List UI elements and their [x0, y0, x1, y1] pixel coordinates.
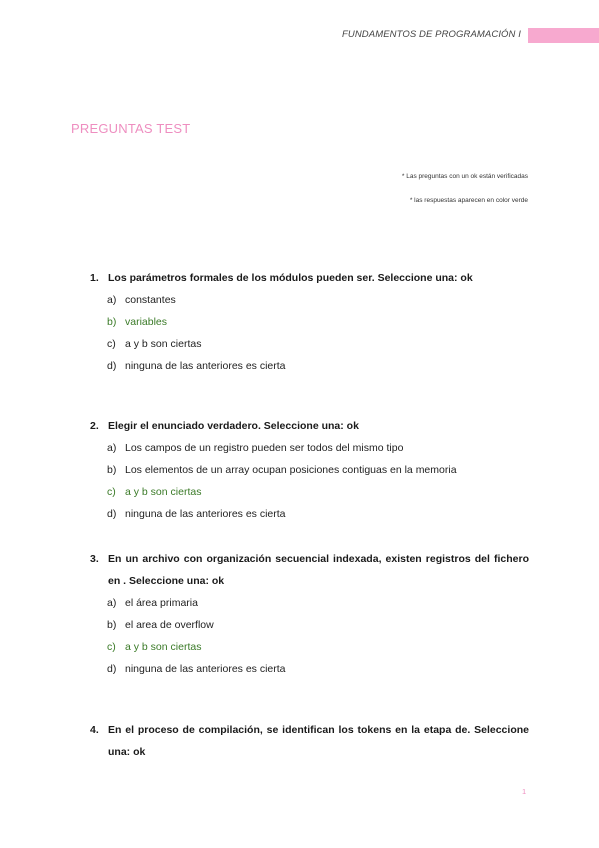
option-letter: c)	[107, 641, 116, 653]
option-1a	[107, 294, 176, 306]
option-text: ninguna de las anteriores es cierta	[125, 508, 286, 520]
question-number: 3.	[90, 553, 99, 565]
page-number: 1	[522, 787, 527, 796]
option-1b-correct	[107, 316, 167, 328]
question-4	[90, 719, 529, 763]
header-title: FUNDAMENTOS DE PROGRAMACIÓN I	[341, 29, 521, 40]
option-text: ninguna de las anteriores es cierta	[125, 663, 286, 675]
option-3c-correct	[107, 641, 201, 653]
question-text: En el proceso de compilación, se identifican los tokens en la etapa de. Seleccione una: ok	[108, 724, 529, 758]
option-letter: a)	[107, 442, 117, 454]
option-letter: c)	[107, 486, 116, 498]
option-letter: d)	[107, 663, 117, 675]
option-text: a y b son ciertas	[125, 486, 202, 498]
option-letter: d)	[107, 360, 117, 372]
header-accent-bar	[528, 28, 599, 43]
question-number: 1.	[90, 272, 99, 284]
question-text: Los parámetros formales de los módulos pueden ser. Seleccione una: ok	[108, 272, 473, 284]
option-3a	[107, 597, 198, 609]
question-2	[90, 415, 529, 437]
option-2d	[107, 508, 286, 520]
option-letter: d)	[107, 508, 117, 520]
option-text: a y b son ciertas	[125, 641, 202, 653]
green-answers-note: * las respuestas aparecen en color verde	[409, 197, 528, 204]
option-text: el area de overflow	[125, 619, 214, 631]
option-letter: a)	[107, 597, 117, 609]
option-3d	[107, 663, 286, 675]
option-text: ninguna de las anteriores es cierta	[125, 360, 286, 372]
option-letter: b)	[107, 464, 117, 476]
option-text: Los campos de un registro pueden ser todos del mismo tipo	[125, 442, 404, 454]
option-2c-correct	[107, 486, 201, 498]
option-letter: a)	[107, 294, 117, 306]
option-1d	[107, 360, 286, 372]
option-letter: b)	[107, 316, 117, 328]
question-number: 2.	[90, 420, 99, 432]
question-text: Elegir el enunciado verdadero. Seleccione una: ok	[108, 420, 359, 432]
option-letter: b)	[107, 619, 117, 631]
question-1	[90, 267, 529, 289]
option-3b	[107, 619, 214, 631]
option-letter: c)	[107, 338, 116, 350]
option-2b	[107, 464, 457, 476]
question-number: 4.	[90, 724, 99, 736]
verified-note: * Las preguntas con un ok están verificadas	[401, 173, 528, 180]
option-1c	[107, 338, 201, 350]
option-2a	[107, 442, 403, 454]
option-text: constantes	[125, 294, 176, 306]
question-text: En un archivo con organización secuencial indexada, existen registros del fichero en . Seleccione una: ok	[108, 553, 529, 587]
option-text: a y b son ciertas	[125, 338, 202, 350]
option-text: el área primaria	[125, 597, 198, 609]
option-text: variables	[125, 316, 168, 328]
option-text: Los elementos de un array ocupan posiciones contiguas en la memoria	[125, 464, 457, 476]
question-3	[90, 548, 529, 592]
section-title: PREGUNTAS TEST	[71, 121, 191, 136]
